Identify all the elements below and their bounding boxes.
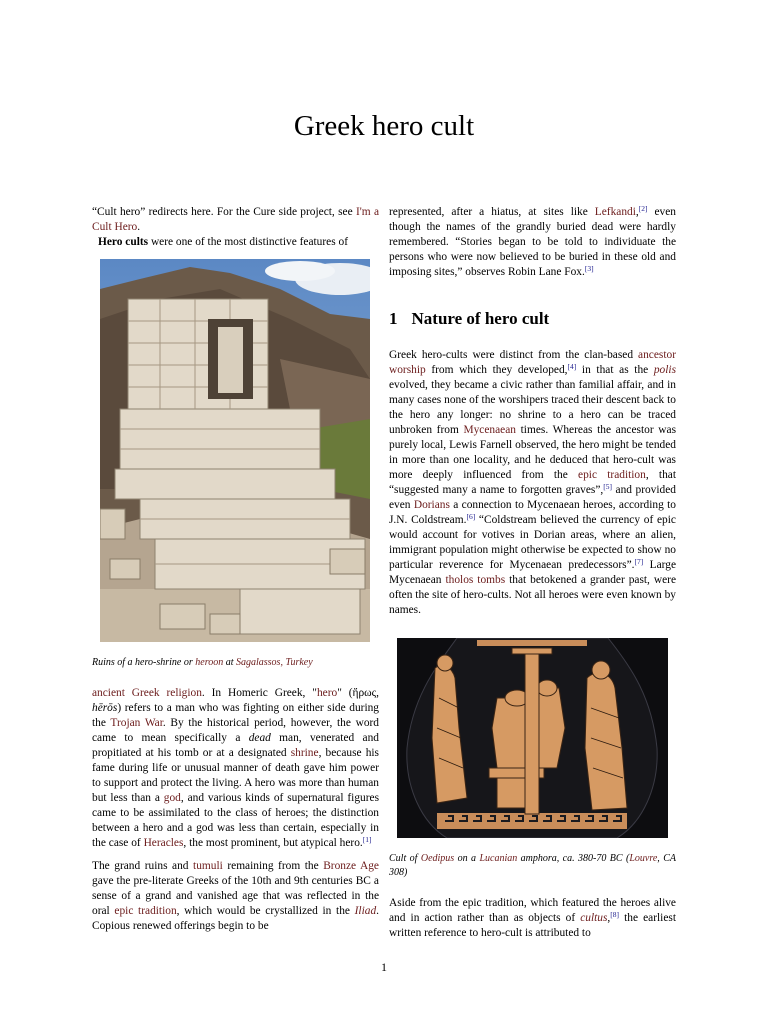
figure2-caption: Cult of Oedipus on a Lucanian amphora, ca. 380-70 BC (Louvre, CA 308): [389, 853, 676, 878]
heroon-ruins-image: [100, 259, 370, 642]
link-god[interactable]: god: [163, 792, 181, 804]
ref-6[interactable]: [6]: [466, 512, 476, 521]
left-paragraph-1: ancient Greek religion. In Homeric Greek, "hero" (ἥρως, hērōs) refers to a man who was fighting on either side during the Trojan War. By the historical period, however, the word came to mean specifically a dead man, venerated and propitiated at his tomb or at a designated shrine, because his fame during life or unusual manner of death gave him power to support and protect the living. A hero was more than human but less than a god, and various kinds of supernatural figures came to be assimilated to the class of heroes; the distinction between a hero and a god was less than certain, especially in the case of Heracles, the most prominent, but atypical hero.[1]: [92, 687, 380, 849]
heroon-ruins-illustration: [100, 259, 370, 642]
link-heracles[interactable]: Heracles: [143, 837, 184, 849]
hatnote: “Cult hero” redirects here. For the Cure side project, see I'm a Cult Hero.: [92, 206, 380, 233]
link-sagalassos[interactable]: Sagalassos, Turkey: [236, 657, 313, 668]
section-heading-nature: 1 Nature of hero cult: [389, 309, 550, 328]
link-lefkandi[interactable]: Lefkandi: [594, 206, 636, 218]
ref-2[interactable]: [2]: [638, 204, 648, 213]
ref-7[interactable]: [7]: [634, 557, 644, 566]
ref-3[interactable]: [3]: [584, 264, 594, 273]
figure1-caption: Ruins of a hero-shrine or heroon at Sagalassos, Turkey: [92, 657, 313, 668]
intro-paragraph: Hero cults were one of the most distinctive features of: [98, 236, 348, 248]
link-hero[interactable]: hero: [316, 687, 338, 699]
link-polis[interactable]: polis: [653, 364, 676, 376]
link-cultus[interactable]: cultus: [580, 912, 608, 924]
link-mycenaean[interactable]: Mycenaean: [463, 424, 516, 436]
right-paragraph-3: Aside from the epic tradition, which featured the heroes alive and in action rather than as objects of cultus,[8] the earliest written reference to hero-cult is attributed to: [389, 897, 676, 939]
link-cult-hero[interactable]: I'm a Cult Hero: [92, 206, 380, 233]
link-ancient-greek-religion[interactable]: ancient Greek religion: [92, 687, 202, 699]
right-column-top: [389, 205, 676, 280]
ref-5[interactable]: [5]: [603, 482, 612, 491]
link-lucanian[interactable]: Lucanian: [479, 853, 518, 864]
right-column-middle: [389, 348, 676, 618]
right-column-bottom: [389, 896, 676, 941]
link-epic-tradition[interactable]: epic tradition: [114, 905, 177, 917]
link-ancestor-worship[interactable]: ancestor worship: [389, 349, 676, 376]
left-column-top: [92, 205, 379, 250]
link-epic-tradition-2[interactable]: epic tradition: [578, 469, 646, 481]
link-shrine[interactable]: shrine: [290, 747, 319, 759]
left-column-bottom: [92, 686, 379, 934]
amphora-image: [397, 638, 668, 838]
link-oedipus[interactable]: Oedipus: [420, 853, 455, 864]
ref-4[interactable]: [4]: [567, 362, 577, 371]
right-paragraph-1: represented, after a hiatus, at sites like Lefkandi,[2] even though the names of the grandly buried dead were hardly remembered. “Stories began to be told to individuate the persons who were now believed to be buried in these old and imposing sites,” observes Robin Lane Fox.[3]: [389, 204, 676, 278]
link-dorians[interactable]: Dorians: [413, 499, 450, 511]
link-heroon[interactable]: heroon: [195, 657, 224, 668]
ref-1[interactable]: [1]: [362, 835, 372, 844]
link-tumuli[interactable]: tumuli: [193, 860, 223, 872]
amphora-illustration: [397, 638, 668, 838]
link-iliad[interactable]: Iliad: [354, 905, 377, 917]
link-louvre[interactable]: Louvre: [629, 853, 658, 864]
link-tholos-tombs[interactable]: tholos tombs: [445, 574, 506, 586]
link-trojan-war[interactable]: Trojan War: [110, 717, 163, 729]
right-paragraph-2: Greek hero-cults were distinct from the clan-based ancestor worship from which they developed,[4] in that as the polis evolved, they became a civic rather than familial affair, and in many cases none of the worshipers traced their descent back to the hero any longer: no shrine to a hero can be traced unbroken from Mycenaean times. Whereas the ancestor was purely local, Lewis Farnell observed, the hero might be tended in more than one locality, and he deduced that hero-cult was more deeply influenced from the epic tradition, that “suggested many a name to forgotten graves”,[5] and provided even Dorians a connection to Mycenaean heroes, according to J.N. Coldstream.[6] “Coldstream believed the currency of epic would account for votives in Dorian areas, where an alien, immigrant population might otherwise be expected to show no particular reverence for Mycenaean predecessors”.[7] Large Mycenaean tholos tombs that betokened a grander past, were often the site of hero-cults. Not all heroes were even known by names.: [389, 349, 677, 616]
left-paragraph-2: The grand ruins and tumuli remaining from the Bronze Age gave the pre-literate Greeks of the 10th and 9th centuries BC a sense of a grand and vanished age that was reflected in the oral epic tradition, which would be crystallized in the Iliad. Copious renewed offerings begin to be: [92, 860, 379, 932]
ref-8[interactable]: [8]: [610, 910, 620, 919]
page-title: Greek hero cult: [293, 110, 475, 142]
link-bronze-age[interactable]: Bronze Age: [323, 860, 379, 872]
page-number: 1: [381, 960, 387, 974]
